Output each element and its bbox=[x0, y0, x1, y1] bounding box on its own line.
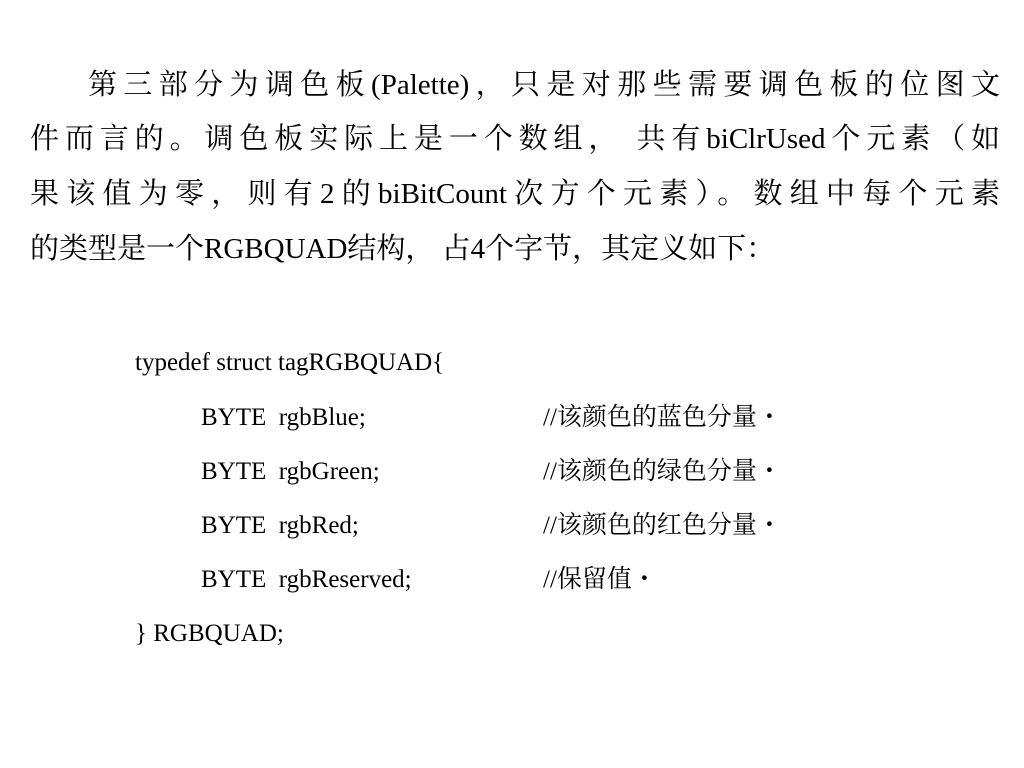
struct-field-comment: //该颜色的绿色分量・ bbox=[543, 458, 782, 485]
struct-close-line: } RGBQUAD; bbox=[135, 620, 284, 647]
struct-field-decl: BYTE rgbGreen; bbox=[201, 458, 380, 485]
paragraph-line-2: 件而言的。调色板实际上是一个数组， 共有biClrUsed个元素（如 bbox=[30, 123, 1000, 155]
paragraph-line-3: 果该值为零，则有2的biBitCount次方个元素）。数组中每个元素 bbox=[30, 178, 1000, 210]
struct-field-comment: //该颜色的红色分量・ bbox=[543, 512, 782, 539]
paragraph-line-4: 的类型是一个RGBQUAD结构， 占4个字节，其定义如下： bbox=[30, 233, 776, 265]
struct-field-comment: //该颜色的蓝色分量・ bbox=[543, 404, 782, 431]
struct-field-decl: BYTE rgbRed; bbox=[201, 512, 359, 539]
struct-field-comment: //保留值・ bbox=[543, 566, 657, 593]
struct-field-decl: BYTE rgbReserved; bbox=[201, 566, 412, 593]
struct-field-decl: BYTE rgbBlue; bbox=[201, 404, 366, 431]
paragraph-line-1: 第三部分为调色板(Palette)，只是对那些需要调色板的位图文 bbox=[88, 69, 1000, 101]
struct-open-line: typedef struct tagRGBQUAD{ bbox=[135, 349, 445, 376]
